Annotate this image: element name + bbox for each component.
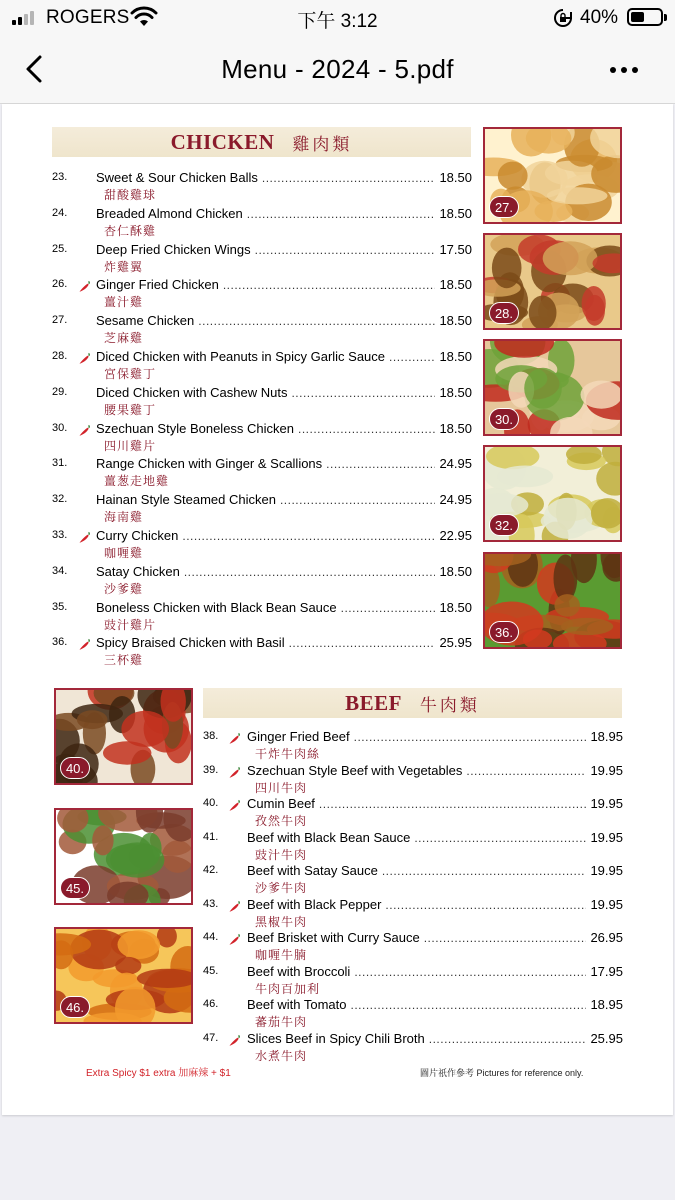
chicken-title: CHICKEN <box>170 129 275 154</box>
item-number: 40. <box>203 797 219 809</box>
item-chinese-name: 芝麻雞 <box>104 331 144 346</box>
item-row <box>96 349 472 364</box>
item-number: 25. <box>52 242 68 255</box>
item-chinese-name: 杏仁酥雞 <box>104 223 157 238</box>
clock: 下午 3:12 <box>297 11 378 32</box>
photo-number-badge: 40. <box>60 757 90 779</box>
menu-item <box>203 930 623 964</box>
item-name: Beef with Black Bean Sauce <box>247 829 411 845</box>
dot-leader <box>466 764 586 778</box>
item-name: Ginger Fried Chicken <box>96 277 219 293</box>
item-name: Curry Chicken <box>96 528 179 543</box>
item-price: 18.95 <box>590 729 623 744</box>
chili-pepper-icon <box>228 766 241 779</box>
item-number: 33. <box>52 529 68 541</box>
item-row <box>96 600 472 615</box>
item-price: 18.50 <box>439 599 472 615</box>
pdf-page <box>2 104 673 1115</box>
dot-leader <box>354 965 586 979</box>
item-row <box>247 1031 623 1046</box>
battery-icon <box>627 8 663 26</box>
item-chinese-name: 腰果雞丁 <box>104 402 157 417</box>
item-number: 29. <box>52 385 68 398</box>
dish-photo <box>483 552 622 649</box>
rotation-lock-icon <box>553 8 573 28</box>
item-number: 44. <box>203 931 219 943</box>
pictures-reference-note: 圖片祇作參考 Pictures for reference only. <box>420 1068 584 1078</box>
chili-pepper-icon <box>78 531 91 544</box>
item-chinese-name: 蕃茄牛肉 <box>255 1015 308 1029</box>
item-number: 32. <box>52 493 68 506</box>
navigation-bar <box>0 34 675 104</box>
dot-leader <box>289 636 436 650</box>
dish-photo <box>483 339 622 436</box>
item-number: 41. <box>203 830 219 843</box>
item-number: 38. <box>203 730 219 742</box>
item-name: Deep Fried Chicken Wings <box>96 241 251 257</box>
item-name: Slices Beef in Spicy Chili Broth <box>247 1030 425 1046</box>
item-row <box>247 964 623 979</box>
item-chinese-name: 沙爹雞 <box>104 581 144 596</box>
item-name: Satay Chicken <box>96 563 180 579</box>
item-name: Cumin Beef <box>247 796 315 811</box>
item-row <box>96 635 472 650</box>
dot-leader <box>382 864 587 878</box>
item-name: Hainan Style Steamed Chicken <box>96 492 276 508</box>
item-price: 18.50 <box>439 563 472 579</box>
item-row <box>96 385 472 400</box>
item-price: 22.95 <box>439 528 472 543</box>
item-chinese-name: 海南雞 <box>104 510 144 525</box>
item-row <box>96 313 472 328</box>
dish-photo <box>54 688 193 785</box>
dish-photo <box>54 808 193 905</box>
item-chinese-name: 薑葱走地雞 <box>104 474 170 489</box>
item-name: Sweet & Sour Chicken Balls <box>96 170 258 185</box>
item-name: Sesame Chicken <box>96 313 195 329</box>
item-chinese-name: 四川雞片 <box>104 438 157 453</box>
dot-leader <box>429 1032 587 1046</box>
dish-photo <box>483 445 622 542</box>
item-number: 47. <box>203 1031 219 1044</box>
item-name: Boneless Chicken with Black Bean Sauce <box>96 599 337 615</box>
item-name: Szechuan Style Boneless Chicken <box>96 420 295 436</box>
item-row <box>96 277 472 292</box>
menu-item <box>203 997 623 1031</box>
item-number: 30. <box>52 421 68 434</box>
dot-leader <box>389 350 435 364</box>
menu-item <box>52 349 472 383</box>
item-price: 19.95 <box>590 863 623 878</box>
photo-number-badge: 28. <box>489 302 519 324</box>
menu-item <box>52 385 472 419</box>
item-price: 19.95 <box>590 896 623 912</box>
item-row <box>247 830 623 845</box>
menu-item <box>52 528 472 562</box>
menu-item <box>52 206 472 240</box>
item-row <box>247 930 623 945</box>
item-number: 42. <box>203 864 219 876</box>
status-bar <box>0 0 675 34</box>
item-chinese-name: 黑椒牛肉 <box>255 914 308 929</box>
chili-pepper-icon <box>78 424 91 437</box>
menu-item <box>52 421 472 455</box>
dish-photo <box>483 233 622 330</box>
dot-leader <box>385 898 586 912</box>
item-number: 34. <box>52 564 68 577</box>
item-number: 36. <box>52 636 68 649</box>
item-row <box>96 492 472 507</box>
dot-leader <box>198 314 435 328</box>
item-name: Beef Brisket with Curry Sauce <box>247 930 420 945</box>
item-name: Beef with Broccoli <box>247 963 351 979</box>
item-chinese-name: 豉汁牛肉 <box>255 847 308 862</box>
dot-leader <box>319 797 587 811</box>
photo-number-badge: 45. <box>60 877 90 899</box>
item-name: Ginger Fried Beef <box>247 729 350 744</box>
item-row <box>247 997 623 1012</box>
item-number: 46. <box>203 998 219 1010</box>
item-number: 23. <box>52 171 68 183</box>
item-row <box>247 763 623 778</box>
dot-leader <box>298 422 435 436</box>
menu-item <box>52 313 472 347</box>
dot-leader <box>350 998 586 1012</box>
item-price: 18.50 <box>439 277 472 293</box>
chili-pepper-icon <box>228 900 241 913</box>
menu-item <box>52 635 472 669</box>
item-name: Spicy Braised Chicken with Basil <box>96 635 285 651</box>
item-row <box>247 796 623 811</box>
item-price: 18.50 <box>439 384 472 400</box>
item-price: 18.50 <box>439 349 472 364</box>
item-number: 24. <box>52 206 68 219</box>
dot-leader <box>182 529 435 543</box>
dish-photo <box>483 127 622 224</box>
photo-number-badge: 46. <box>60 996 90 1018</box>
chili-pepper-icon <box>78 352 91 365</box>
item-chinese-name: 三杯雞 <box>104 653 144 668</box>
item-name: Beef with Satay Sauce <box>247 863 378 878</box>
item-row <box>96 456 472 471</box>
item-row <box>96 564 472 579</box>
menu-item <box>203 830 623 864</box>
dot-leader <box>424 931 587 945</box>
item-chinese-name: 水煮牛肉 <box>255 1048 308 1063</box>
beef-section-header <box>203 688 622 718</box>
item-row <box>96 528 472 543</box>
dot-leader <box>414 831 586 845</box>
menu-item <box>52 492 472 526</box>
menu-item <box>203 964 623 998</box>
menu-item <box>203 863 623 897</box>
item-chinese-name: 孜然牛肉 <box>255 814 308 828</box>
item-price: 17.50 <box>439 241 472 257</box>
chili-pepper-icon <box>228 732 241 745</box>
item-price: 26.95 <box>590 930 623 945</box>
item-row <box>247 863 623 878</box>
battery-percentage: 40% <box>580 7 619 28</box>
item-number: 43. <box>203 897 219 910</box>
item-chinese-name: 宮保雞丁 <box>104 367 157 381</box>
item-price: 19.95 <box>590 796 623 811</box>
more-options-icon[interactable] <box>610 60 650 80</box>
item-price: 19.95 <box>590 762 623 778</box>
dot-leader <box>262 171 436 185</box>
item-number: 39. <box>203 763 219 776</box>
item-price: 19.95 <box>590 829 623 845</box>
beef-title-chinese: 牛肉類 <box>419 695 480 715</box>
item-price: 24.95 <box>439 456 472 472</box>
item-row <box>96 421 472 436</box>
menu-item <box>203 897 623 931</box>
item-chinese-name: 四川牛肉 <box>255 780 308 795</box>
chicken-section-header <box>52 127 471 157</box>
chili-pepper-icon <box>78 638 91 651</box>
photo-number-badge: 36. <box>489 621 519 643</box>
item-name: Diced Chicken with Cashew Nuts <box>96 384 288 400</box>
item-chinese-name: 薑汁雞 <box>104 295 144 310</box>
chili-pepper-icon <box>78 280 91 293</box>
dot-leader <box>223 278 436 292</box>
dot-leader <box>280 493 436 507</box>
beef-title: BEEF <box>345 690 402 715</box>
chili-pepper-icon <box>228 1034 241 1047</box>
menu-item <box>203 763 623 797</box>
item-price: 18.50 <box>439 170 472 185</box>
dot-leader <box>354 730 587 744</box>
photo-number-badge: 32. <box>489 514 519 536</box>
item-price: 18.95 <box>590 997 623 1012</box>
item-price: 18.50 <box>439 420 472 436</box>
menu-item <box>203 796 623 830</box>
item-number: 31. <box>52 457 68 470</box>
item-price: 24.95 <box>439 492 472 508</box>
item-row <box>96 206 472 221</box>
menu-item <box>203 1031 623 1065</box>
item-chinese-name: 豉汁雞片 <box>104 617 157 632</box>
menu-item <box>52 564 472 598</box>
chili-pepper-icon <box>228 799 241 812</box>
menu-item <box>52 277 472 311</box>
item-row <box>96 170 472 185</box>
dot-leader <box>326 457 435 471</box>
dish-photo <box>54 927 193 1024</box>
item-chinese-name: 牛肉百加利 <box>255 981 321 996</box>
item-name: Szechuan Style Beef with Vegetables <box>247 762 463 778</box>
item-price: 17.95 <box>590 963 623 979</box>
item-name: Range Chicken with Ginger & Scallions <box>96 456 323 472</box>
item-chinese-name: 咖喱牛腩 <box>255 948 308 962</box>
chili-pepper-icon <box>228 933 241 946</box>
item-chinese-name: 炸雞翼 <box>104 259 144 274</box>
menu-item <box>52 242 472 276</box>
item-price: 18.50 <box>439 205 472 221</box>
item-chinese-name: 咖喱雞 <box>104 546 144 560</box>
item-name: Diced Chicken with Peanuts in Spicy Garlic Sauce <box>96 349 386 364</box>
item-chinese-name: 甜酸雞球 <box>104 188 157 202</box>
dot-leader <box>184 565 436 579</box>
item-name: Breaded Almond Chicken <box>96 205 243 221</box>
item-number: 35. <box>52 600 68 613</box>
dot-leader <box>255 243 436 257</box>
extra-spicy-note: Extra Spicy $1 extra 加麻辣 + $1 <box>86 1068 231 1079</box>
item-row <box>96 242 472 257</box>
carrier-name: ROGERS <box>46 7 130 28</box>
item-name: Beef with Black Pepper <box>247 896 382 912</box>
item-chinese-name: 沙爹牛肉 <box>255 881 308 895</box>
dot-leader <box>341 601 436 615</box>
dot-leader <box>291 386 435 400</box>
menu-item <box>52 456 472 490</box>
item-number: 26. <box>52 278 68 291</box>
chicken-title-chinese: 雞肉類 <box>292 134 353 154</box>
item-name: Beef with Tomato <box>247 997 347 1012</box>
item-row <box>247 897 623 912</box>
item-price: 25.95 <box>439 635 472 651</box>
menu-item <box>203 729 623 763</box>
document-title: Menu - 2024 - 5.pdf <box>221 54 454 84</box>
dot-leader <box>247 207 436 221</box>
item-price: 18.50 <box>439 313 472 329</box>
menu-item <box>52 170 472 204</box>
photo-number-badge: 27. <box>489 196 519 218</box>
menu-item <box>52 600 472 634</box>
item-number: 27. <box>52 314 68 327</box>
item-chinese-name: 干炸牛肉絲 <box>255 747 321 761</box>
item-price: 25.95 <box>590 1030 623 1046</box>
item-number: 45. <box>203 964 219 977</box>
item-number: 28. <box>52 350 68 362</box>
photo-number-badge: 30. <box>489 408 519 430</box>
item-row <box>247 729 623 744</box>
